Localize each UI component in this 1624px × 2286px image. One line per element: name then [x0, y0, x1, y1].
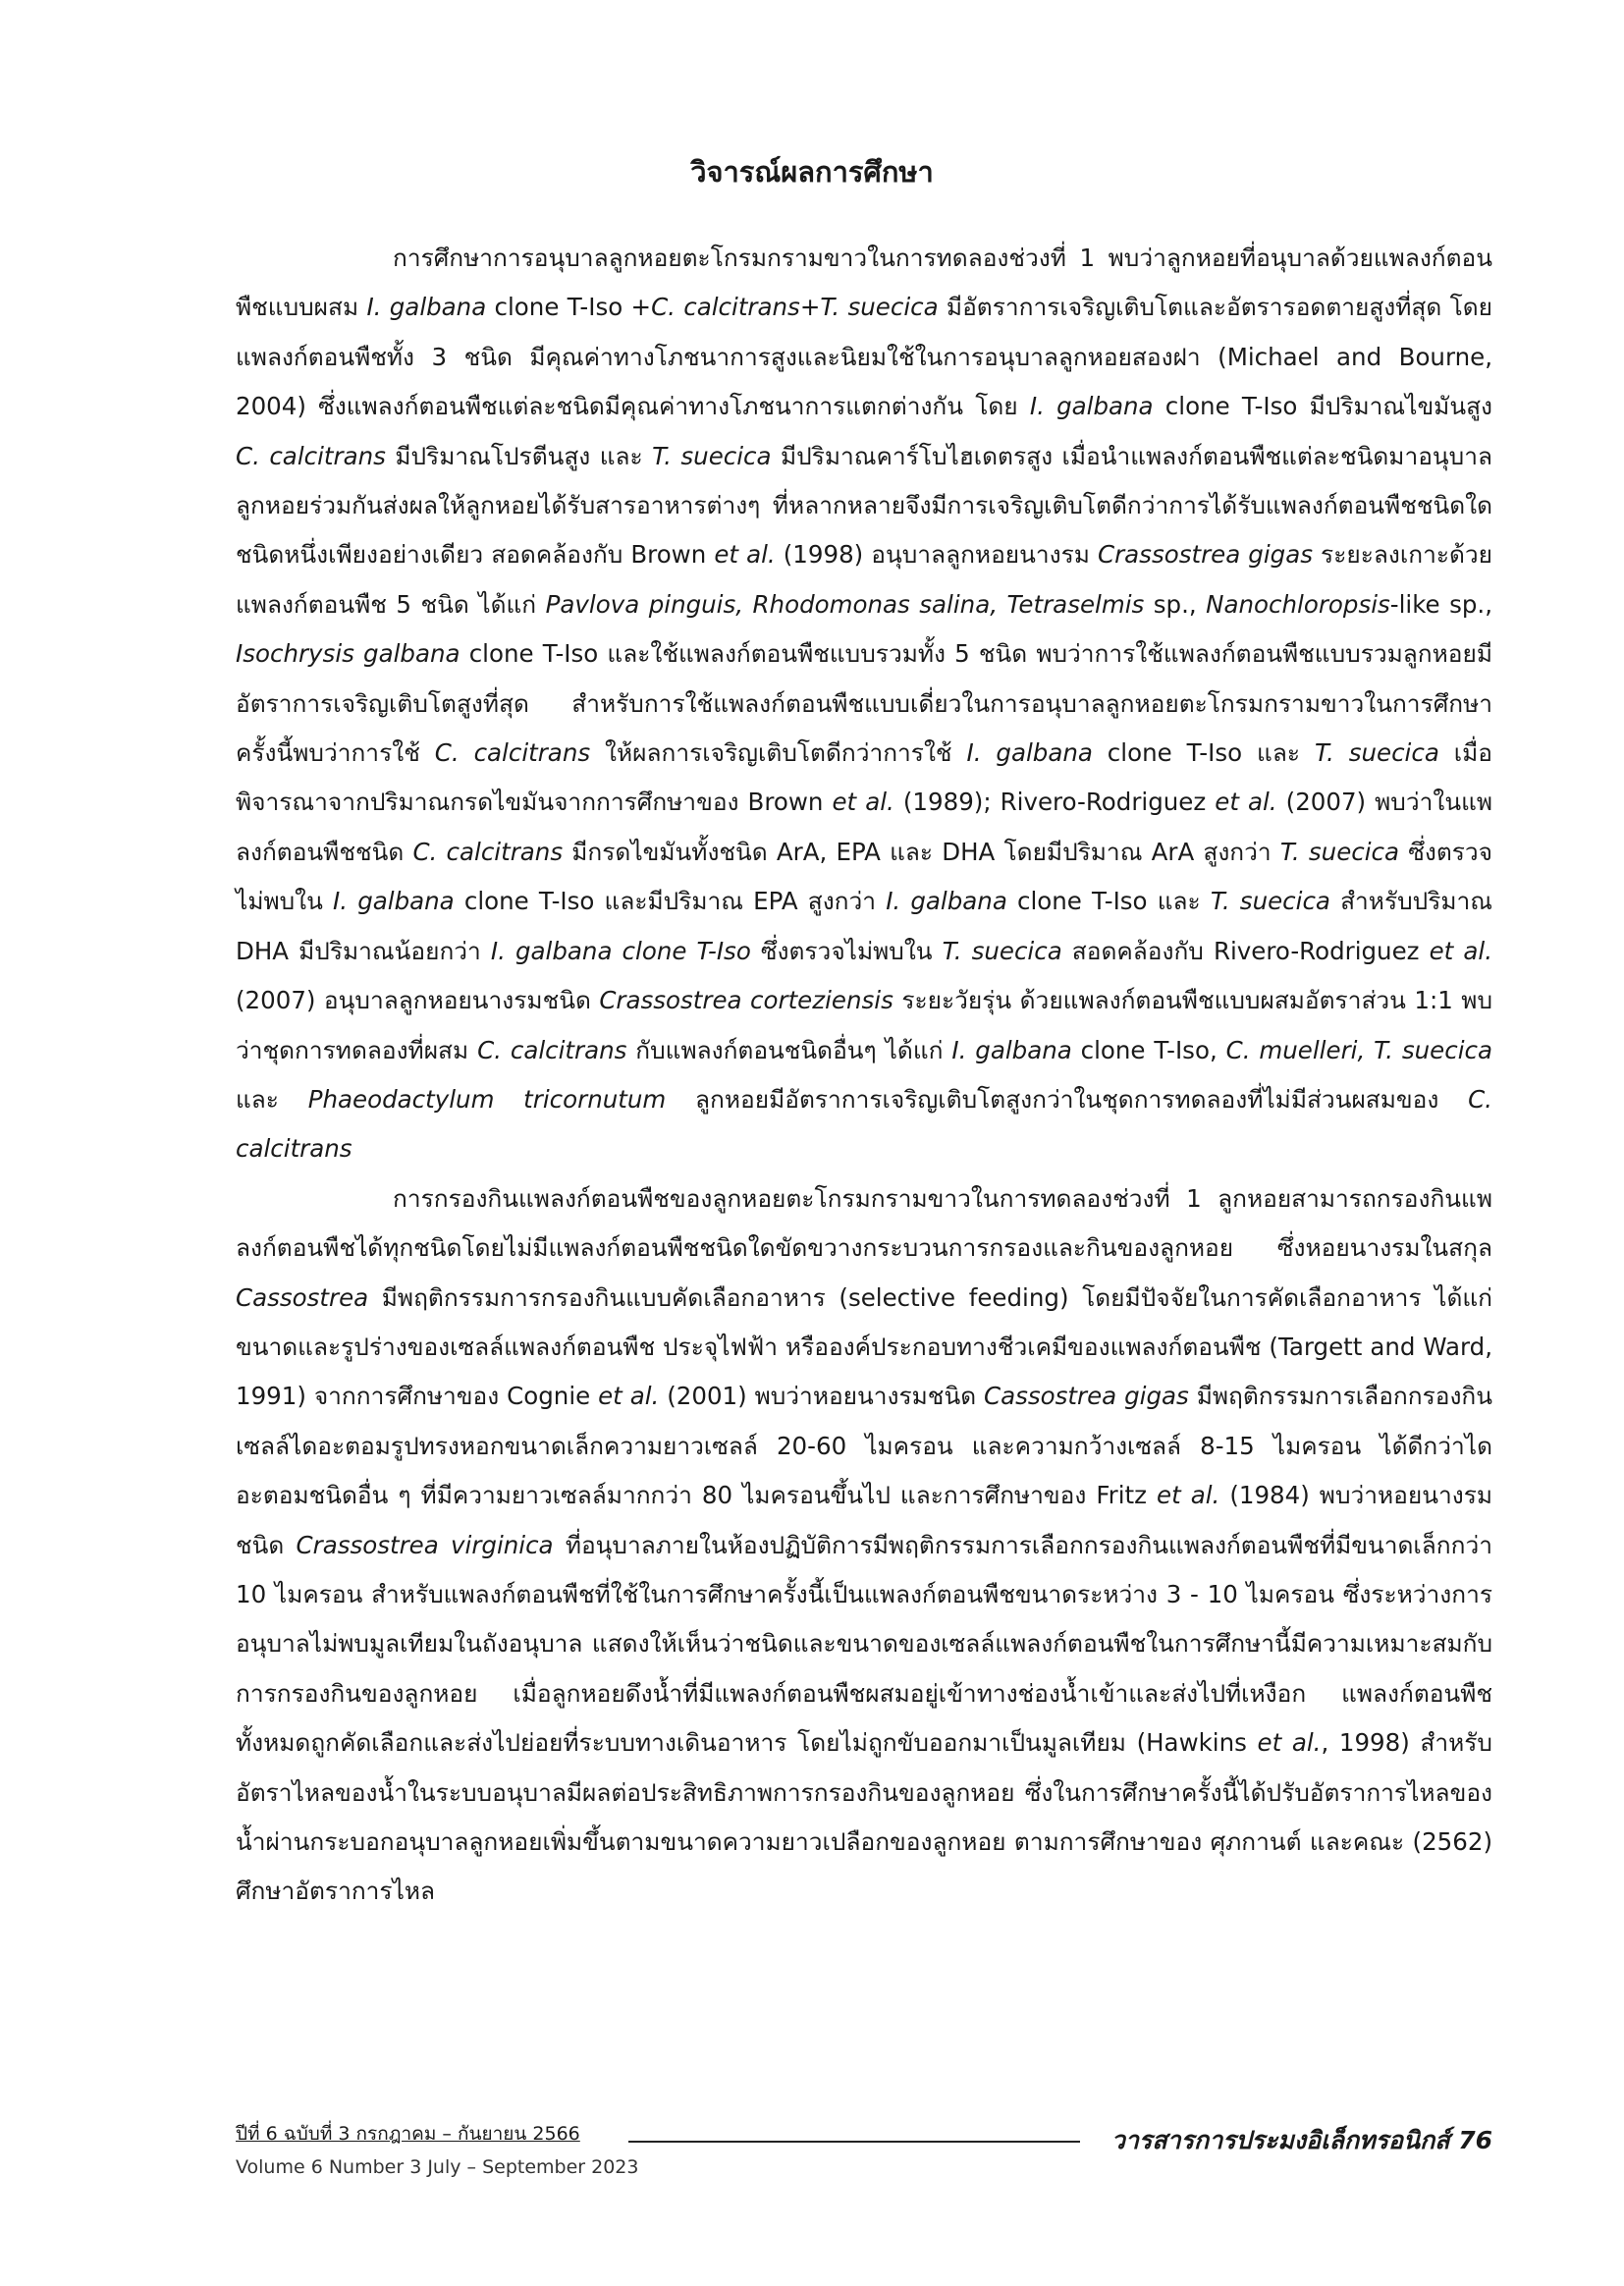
paragraph: การศึกษาการอนุบาลลูกหอยตะโกรมกรามขาวในการทดลองช่วงที่ 1 พบว่าลูกหอยที่อนุบาลด้วยแพลงก์ตอนพืชแบบผสม I. galbana clone T-Iso +C. calcitrans+T. suecica มีอัตราการเจริญเติบโตและอัตรารอดตายสูงที่สุด โดยแพลงก์ตอนพืชทั้ง 3 ชนิด มีคุณค่าทางโภชนาการสูงและนิยมใช้ในการอนุบาลลูกหอยสองฝา (Michael and Bourne, 2004) ซึ่งแพลงก์ตอนพืชแต่ละชนิดมีคุณค่าทางโภชนาการแตกต่างกัน โดย I. galbana clone T-Iso มีปริมาณไขมันสูง C. calcitrans มีปริมาณโปรตีนสูง และ T. suecica มีปริมาณคาร์โบไฮเดตรสูง เมื่อนำแพลงก์ตอนพืชแต่ละชนิดมาอนุบาลลูกหอยร่วมกันส่งผลให้ลูกหอยได้รับสารอาหารต่างๆ ที่หลากหลายจึงมีการเจริญเติบโตดีกว่าการได้รับแพลงก์ตอนพืชชนิดใดชนิดหนึ่งเพียงอย่างเดียว สอดคล้องกับ Brown et al. (1998) อนุบาลลูกหอยนางรม Crassostrea gigas ระยะลงเกาะด้วยแพลงก์ตอนพืช 5 ชนิด ได้แก่ Pavlova pinguis, Rhodomonas salina, Tetraselmis sp., Nanochloropsis-like sp., Isochrysis galbana clone T-Iso และใช้แพลงก์ตอนพืชแบบรวมทั้ง 5 ชนิด พบว่าการใช้แพลงก์ตอนพืชแบบรวมลูกหอยมีอัตราการเจริญเติบโตสูงที่สุด สำหรับการใช้แพลงก์ตอนพืชแบบเดี่ยวในการอนุบาลลูกหอยตะโกรมกรามขาวในการศึกษาครั้งนี้พบว่าการใช้ C. calcitrans ให้ผลการเจริญเติบโตดีกว่าการใช้ I. galbana clone T-Iso และ T. suecica เมื่อพิจารณาจากปริมาณกรดไขมันจากการศึกษาของ Brown et al. (1989); Rivero-Rodriguez et al. (2007) พบว่าในแพลงก์ตอนพืชชนิด C. calcitrans มีกรดไขมันทั้งชนิด ArA, EPA และ DHA โดยมีปริมาณ ArA สูงกว่า T. suecica ซึ่งตรวจไม่พบใน I. galbana clone T-Iso และมีปริมาณ EPA สูงกว่า I. galbana clone T-Iso และ T. suecica สำหรับปริมาณ DHA มีปริมาณน้อยกว่า I. galbana clone T-Iso ซึ่งตรวจไม่พบใน T. suecica สอดคล้องกับ Rivero-Rodriguez et al. (2007) อนุบาลลูกหอยนางรมชนิด Crassostrea corteziensis ระยะวัยรุ่น ด้วยแพลงก์ตอนพืชแบบผสมอัตราส่วน 1:1 พบว่าชุดการทดลองที่ผสม C. calcitrans กับแพลงก์ตอนชนิดอื่นๆ ได้แก่ I. galbana clone T-Iso, C. muelleri, T. suecica และ Phaeodactylum tricornutum ลูกหอยมีอัตราการเจริญเติบโตสูงกว่าในชุดการทดลองที่ไม่มีส่วนผสมของ C. calcitrans — [236, 244, 1493, 1164]
journal-page-number: วารสารการประมงอิเล็กทรอนิกส์ 76 — [1110, 2126, 1492, 2154]
footer-divider — [628, 2141, 1080, 2143]
section-heading: วิจารณ์ผลการศึกษา — [690, 155, 934, 189]
issue-english: Volume 6 Number 3 July – September 2023 — [236, 2156, 639, 2178]
paragraph: การกรองกินแพลงก์ตอนพืชของลูกหอยตะโกรมกรามขาวในการทดลองช่วงที่ 1 ลูกหอยสามารถกรองกินแพลงก์ตอนพืชได้ทุกชนิดโดยไม่มีแพลงก์ตอนพืชชนิดใดขัดขวางกระบวนการกรองและกินของลูกหอย ซึ่งหอยนางรมในสกุล Cassostrea มีพฤติกรรมการกรองกินแบบคัดเลือกอาหาร (selective feeding) โดยมีปัจจัยในการคัดเลือกอาหาร ได้แก่ ขนาดและรูปร่างของเซลล์แพลงก์ตอนพืช ประจุไฟฟ้า หรือองค์ประกอบทางชีวเคมีของแพลงก์ตอนพืช (Targett and Ward, 1991) จากการศึกษาของ Cognie et al. (2001) พบว่าหอยนางรมชนิด Cassostrea gigas มีพฤติกรรมการเลือกกรองกินเซลล์ไดอะตอมรูปทรงหอกขนาดเล็กความยาวเซลล์ 20-60 ไมครอน และความกว้างเซลล์ 8-15 ไมครอน ได้ดีกว่าไดอะตอมชนิดอื่น ๆ ที่มีความยาวเซลล์มากกว่า 80 ไมครอนขึ้นไป และการศึกษาของ Fritz et al. (1984) พบว่าหอยนางรมชนิด Crassostrea virginica ที่อนุบาลภายในห้องปฏิบัติการมีพฤติกรรมการเลือกกรองกินแพลงก์ตอนพืชที่มีขนาดเล็กกว่า 10 ไมครอน สำหรับแพลงก์ตอนพืชที่ใช้ในการศึกษาครั้งนี้เป็นแพลงก์ตอนพืชขนาดระหว่าง 3 - 10 ไมครอน ซึ่งระหว่างการอนุบาลไม่พบมูลเทียมในถังอนุบาล แสดงให้เห็นว่าชนิดและขนาดของเซลล์แพลงก์ตอนพืชในการศึกษานี้มีความเหมาะสมกับการกรองกินของลูกหอย เมื่อลูกหอยดึงน้ำที่มีแพลงก์ตอนพืชผสมอยู่เข้าทางช่องน้ำเข้าและส่งไปที่เหงือก แพลงก์ตอนพืชทั้งหมดถูกคัดเลือกและส่งไปย่อยที่ระบบทางเดินอาหาร โดยไม่ถูกขับออกมาเป็นมูลเทียม (Hawkins et al., 1998) สำหรับอัตราไหลของน้ำในระบบอนุบาลมีผลต่อประสิทธิภาพการกรองกินของลูกหอย ซึ่งในการศึกษาครั้งนี้ได้ปรับอัตราการไหลของน้ำผ่านกระบอกอนุบาลลูกหอยเพิ่มขึ้นตามขนาดความยาวเปลือกของลูกหอย ตามการศึกษาของ ศุภกานต์ และคณะ (2562) ศึกษาอัตราการไหล — [236, 1183, 1493, 1906]
body-text — [236, 234, 1492, 1917]
footer-issue — [236, 2119, 639, 2178]
issue-thai: ปีที่ 6 ฉบับที่ 3 กรกฎาคม – กันยายน 2566 — [236, 2123, 580, 2145]
